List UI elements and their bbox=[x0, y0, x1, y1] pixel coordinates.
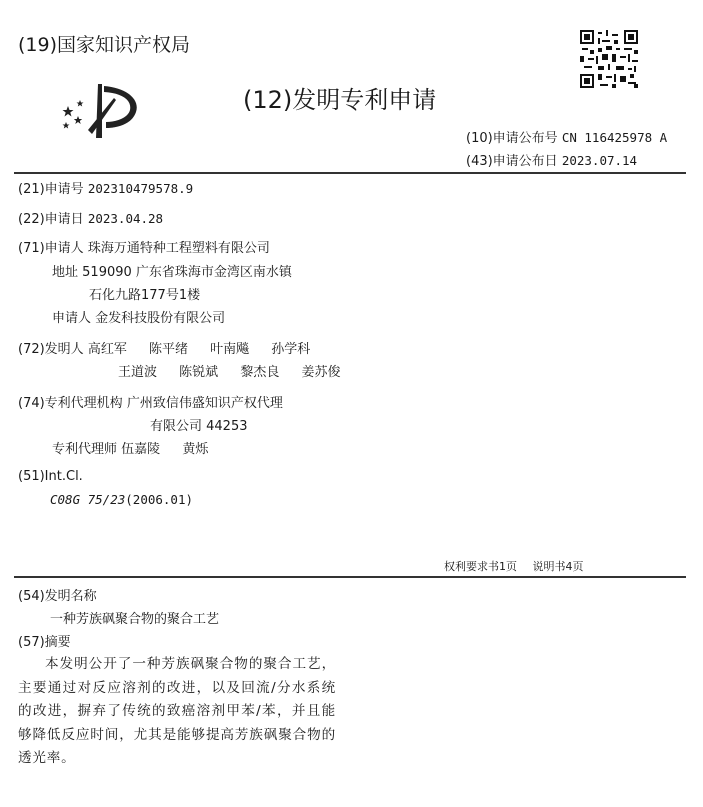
inventors-row bbox=[18, 338, 310, 357]
inventor-name: 叶南飚 bbox=[210, 342, 250, 357]
address-line-2: 石化九路177号1楼 bbox=[89, 288, 201, 303]
description-page-count: 说明书4页 bbox=[532, 560, 584, 573]
address-row bbox=[52, 261, 292, 280]
invention-title-label: (54)发明名称 bbox=[18, 589, 97, 604]
inventor-name: 孙学科 bbox=[271, 342, 311, 357]
publication-date: 2023.07.14 bbox=[561, 153, 638, 168]
applicant-label: (71)申请人 bbox=[18, 241, 84, 256]
ipc-label: (51)Int.Cl. bbox=[18, 469, 83, 484]
ipc-code: C08G 75/23 bbox=[50, 492, 126, 507]
agent-label: 专利代理师 bbox=[52, 442, 118, 457]
publication-date-row bbox=[466, 150, 637, 169]
agency-row bbox=[18, 392, 283, 411]
publication-date-label: (43)申请公布日 bbox=[466, 154, 558, 169]
inventors-label: (72)发明人 bbox=[18, 342, 84, 357]
co-applicant-name: 金发科技股份有限公司 bbox=[95, 311, 226, 326]
filing-date-row bbox=[18, 208, 163, 227]
inventor-name: 姜苏俊 bbox=[301, 365, 341, 380]
applicant-name: 珠海万通特种工程塑料有限公司 bbox=[87, 241, 270, 256]
section-divider bbox=[14, 576, 686, 578]
ipc-row bbox=[50, 492, 193, 508]
filing-date-label: (22)申请日 bbox=[18, 212, 84, 227]
invention-title: 一种芳族砜聚合物的聚合工艺 bbox=[50, 612, 220, 627]
application-number-label: (21)申请号 bbox=[18, 182, 84, 197]
applicant-row bbox=[18, 237, 270, 256]
page-counts bbox=[444, 558, 584, 574]
publication-number-row bbox=[466, 127, 667, 146]
header-divider bbox=[14, 172, 686, 174]
application-number-row bbox=[18, 178, 193, 197]
agency-name: 广州致信伟盛知识产权代理 bbox=[126, 396, 283, 411]
abstract-text: 本发明公开了一种芳族砜聚合物的聚合工艺，主要通过对反应溶剂的改进，以及回流/分水系统的改进，摒弃了传统的致癌溶剂甲苯/苯，并且能够降低反应时间，尤其是能够提高芳族砜聚合物的透光率。 bbox=[18, 656, 336, 766]
address-label: 地址 bbox=[52, 265, 79, 280]
co-applicant-label: 申请人 bbox=[52, 311, 92, 326]
agent-name: 伍嘉陵 bbox=[121, 442, 161, 457]
issuing-office: (19)国家知识产权局 bbox=[18, 34, 191, 56]
inventor-name: 陈锐斌 bbox=[179, 365, 219, 380]
inventors-row-2 bbox=[118, 361, 340, 380]
agent-name: 黄烁 bbox=[182, 442, 209, 457]
co-applicant-row bbox=[52, 307, 225, 326]
cnipa-logo-icon bbox=[58, 78, 144, 140]
agency-name-line-2: 有限公司 44253 bbox=[150, 419, 248, 434]
document-type-title: (12)发明专利申请 bbox=[243, 86, 437, 114]
abstract-label: (57)摘要 bbox=[18, 635, 71, 650]
inventor-name: 王道波 bbox=[118, 365, 158, 380]
filing-date: 2023.04.28 bbox=[87, 211, 164, 226]
agent-row bbox=[52, 438, 208, 457]
inventor-name: 黎杰良 bbox=[240, 365, 280, 380]
inventor-name: 陈平绪 bbox=[148, 342, 188, 357]
ipc-version: (2006.01) bbox=[125, 492, 193, 507]
publication-number-label: (10)申请公布号 bbox=[466, 131, 558, 146]
qr-code-icon bbox=[580, 30, 638, 88]
inventor-name: 高红军 bbox=[87, 342, 127, 357]
application-number: 202310479578.9 bbox=[87, 181, 194, 196]
publication-number: CN 116425978 A bbox=[561, 130, 668, 145]
agency-label: (74)专利代理机构 bbox=[18, 396, 123, 411]
address-line-1: 519090 广东省珠海市金湾区南水镇 bbox=[82, 265, 292, 280]
claims-page-count: 权利要求书1页 bbox=[444, 560, 517, 573]
